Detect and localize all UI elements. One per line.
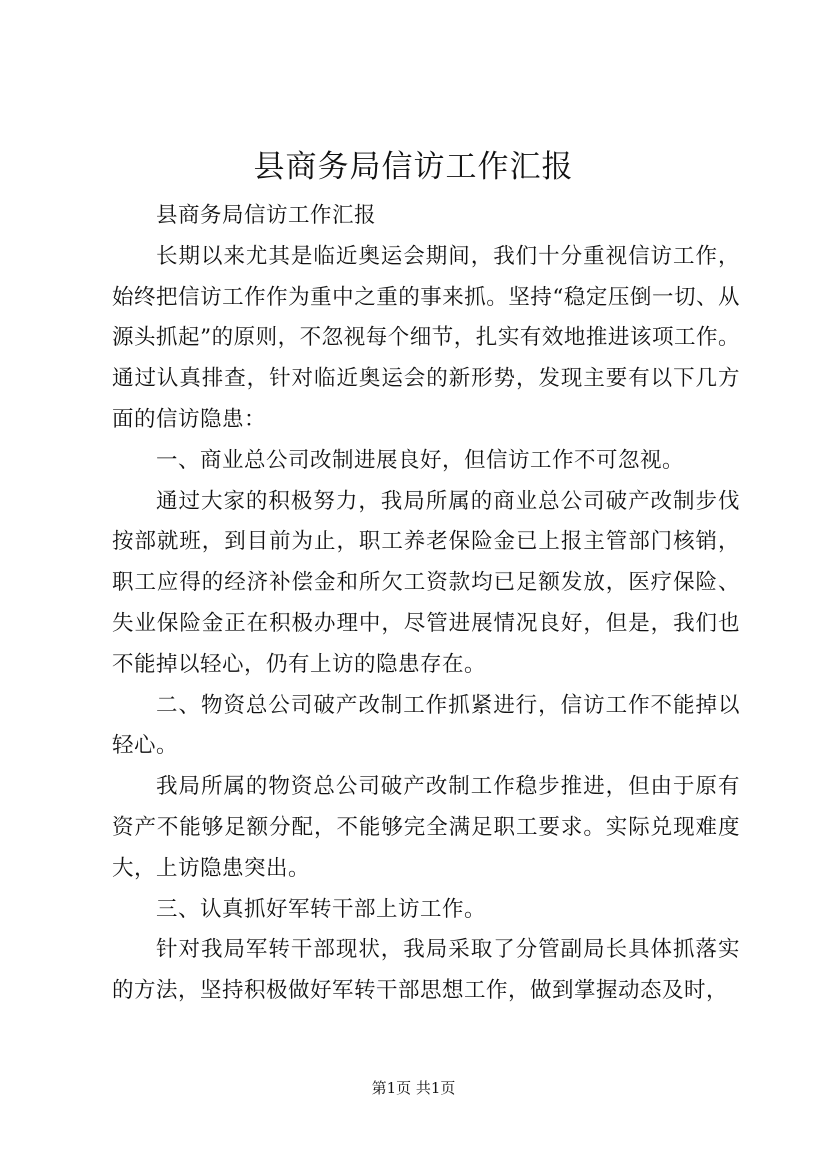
section-heading-2: 二、物资总公司破产改制工作抓紧进行，信访工作不能掉以轻心。: [112, 692, 740, 759]
document-body: [112, 196, 740, 1012]
section-heading-1: 一、商业总公司改制进展良好，但信访工作不可忽视。: [156, 447, 685, 473]
document-title: 县商务局信访工作汇报: [253, 149, 574, 185]
paragraph-section-1: 通过大家的积极努力，我局所属的商业总公司破产改制步伐按部就班，到目前为止，职工养老保险金已上报主管部门核销，职工应得的经济补偿金和所欠工资款均已足额发放，医疗保险、失业保险金正在积极办理中，尽管进展情况良好，但是，我们也不能掉以轻心，仍有上访的隐患存在。: [112, 488, 740, 677]
section-heading-3: 三、认真抓好军转干部上访工作。: [156, 896, 487, 922]
paragraph-intro: 长期以来尤其是临近奥运会期间，我们十分重视信访工作，始终把信访工作作为重中之重的事来抓。坚持“稳定压倒一切、从源头抓起”的原则，不忽视每个细节，扎实有效地推进该项工作。通过认真排查，针对临近奥运会的新形势，发现主要有以下几方面的信访隐患：: [112, 243, 740, 432]
paragraph-subtitle: 县商务局信访工作汇报: [156, 203, 377, 228]
page-number-footer: 第1页 共1页: [371, 1079, 456, 1097]
paragraph-section-2: 我局所属的物资总公司破产改制工作稳步推进，但由于原有资产不能够足额分配，不能够完全满足职工要求。实际兑现难度大，上访隐患突出。: [112, 774, 740, 881]
paragraph-section-3: 针对我局军转干部现状，我局采取了分管副局长具体抓落实的方法，坚持积极做好军转干部思想工作，做到掌握动态及时，: [112, 937, 740, 1004]
